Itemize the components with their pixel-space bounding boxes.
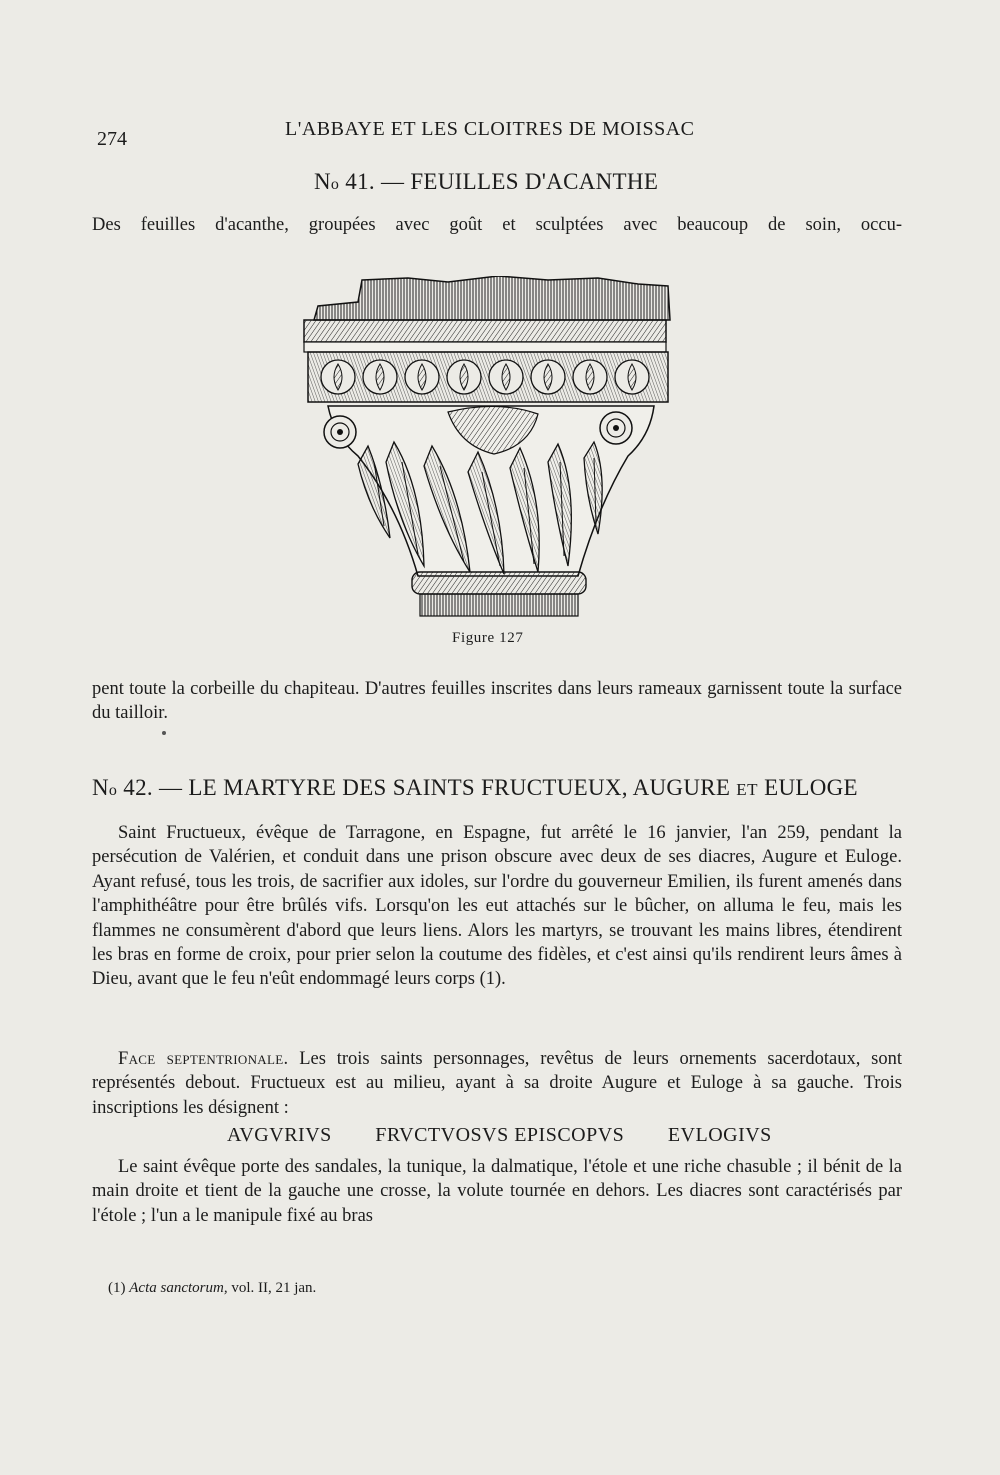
footnote-title: Acta sanctorum,: [129, 1280, 228, 1296]
inscription-augurius: AVGVRIVS: [227, 1124, 332, 1146]
section-42-title: 42. — LE MARTYRE DES SAINTS FRUCTUEUX, AUGURE: [117, 775, 737, 800]
capital-engraving: [298, 276, 684, 618]
inscriptions-line: [227, 1124, 772, 1147]
section-42-heading: [92, 775, 858, 801]
section-41-title: 41. — FEUILLES D'ACANTHE: [339, 169, 659, 194]
number-superscript: o: [330, 176, 340, 193]
running-title: L'ABBAYE ET LES CLOITRES DE MOISSAC: [285, 118, 695, 140]
north-face-paragraph: [92, 1047, 902, 1120]
footnote-reference: vol. II, 21 jan.: [227, 1280, 317, 1296]
print-speck: [162, 731, 166, 735]
section-42-title-et: ET: [736, 780, 759, 799]
page-number: 274: [97, 128, 127, 150]
figure-caption: Figure 127: [452, 630, 524, 646]
footnote: [108, 1280, 316, 1297]
face-label: Face septentrionale.: [118, 1049, 289, 1069]
inscription-fructuosus: FRVCTVOSVS EPISCOPVS: [375, 1124, 625, 1146]
number-prefix: N: [314, 169, 331, 194]
section-41-continuation: pent toute la corbeille du chapiteau. D'autres feuilles inscrites dans leurs rameaux garnissent toute la surface du tailloir.: [92, 679, 902, 724]
section-41-intro: Des feuilles d'acanthe, groupées avec goût et sculptées avec beaucoup de soin, occu-: [92, 215, 902, 235]
vestments-paragraph: Le saint évêque porte des sandales, la tunique, la dalmatique, l'étole et une riche chasuble ; il bénit de la main droite et tient de la gauche une crosse, la volute tournée en dehors. Les diacres sont caractérisés par l'étole ; l'un a le manipule fixé au bras: [92, 1157, 902, 1226]
number-prefix: N: [92, 775, 109, 800]
martyrdom-paragraph: Saint Fructueux, évêque de Tarragone, en Espagne, fut arrêté le 16 janvier, l'an 259, pendant la persécution de Valérien, et conduit dans une prison obscure avec deux de ses diacres, Augure et Euloge. Ayant refusé, tous les trois, de sacrifier aux idoles, sur l'ordre du gouverneur Emilien, ils furent amenés dans l'amphithéâtre pour être brûlés vifs. Lorsqu'on les eut attachés sur le bûcher, on alluma le feu, mais les flammes ne consumèrent d'abord que leurs liens. Alors les martyrs, se trouvant les mains libres, étendirent les bras en forme de croix, pour prier selon la coutume des fidèles, et c'est ainsi qu'ils rendirent leurs âmes à Dieu, avant que le feu n'eût endommagé leurs corps (1).: [92, 823, 902, 990]
number-superscript: o: [108, 782, 118, 799]
section-42-title-end: EULOGE: [758, 775, 858, 800]
section-41-heading: [314, 169, 658, 195]
footnote-marker: (1): [108, 1280, 126, 1296]
north-face-text: Les trois saints personnages, revêtus de leurs ornements sacerdotaux, sont représentés debout. Fructueux est au milieu, ayant à sa droite Augure et Euloge à sa gauche. Trois inscriptions les désignent :: [92, 1049, 902, 1118]
inscription-eulogius: EVLOGIVS: [667, 1124, 772, 1146]
